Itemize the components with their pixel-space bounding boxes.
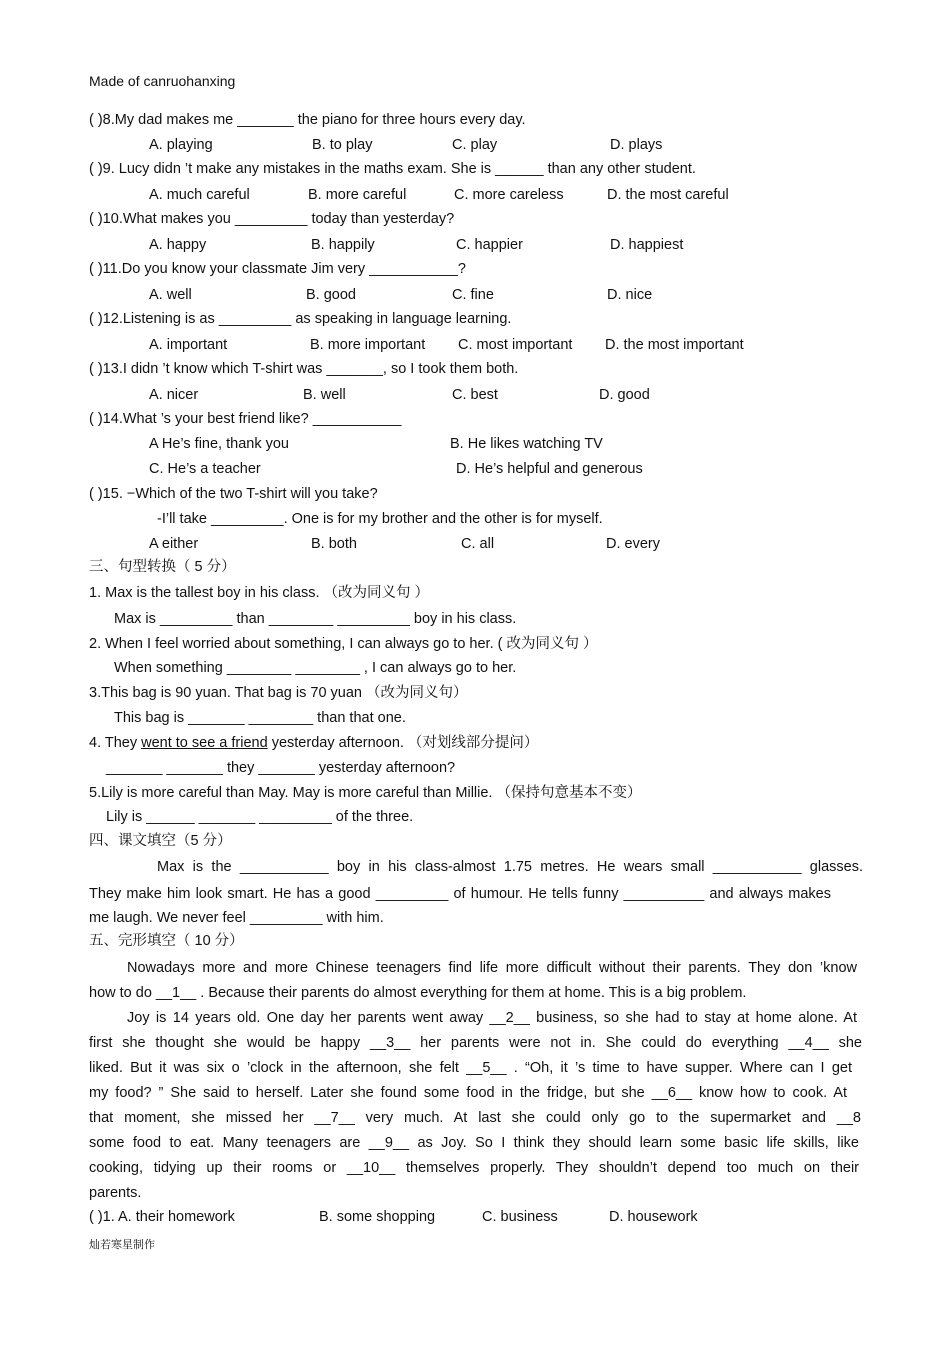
option-15c: C. all [461, 536, 495, 552]
option-14a: A He’s fine, thank you [149, 436, 289, 452]
option-8c: C. play [452, 137, 498, 153]
question-15-line2: -I’ll take _________. One is for my brother and the other is for myself. [157, 511, 603, 527]
option-15a: A either [149, 536, 199, 552]
q4-underlined: went to see a friend [141, 735, 268, 751]
section-4-line-1: Max is the ___________ boy in his class-almost 1.75 metres. He wears small ___________ glasses. [157, 859, 863, 875]
option-11a: A. well [149, 287, 192, 303]
cloze-line-7: that moment, she missed her __7__ very much. At last she could only go to the supermarket and __8 [89, 1110, 861, 1126]
option-8b: B. to play [312, 137, 373, 153]
section-3-a5: Lily is ______ _______ _________ of the three. [106, 809, 414, 825]
option-9c: C. more careless [454, 187, 564, 203]
question-9: ( )9. Lucy didn ’t make any mistakes in the maths exam. She is ______ than any other student. [89, 161, 696, 177]
cloze-option-1d: D. housework [609, 1209, 698, 1225]
cloze-line-10: parents. [89, 1185, 142, 1201]
cloze-line-3: Joy is 14 years old. One day her parents went away __2__ business, so she had to stay at home alone. At [127, 1010, 857, 1026]
section-3-q5: 5.Lily is more careful than May. May is more careful than Millie. （保持句意基本不变） [89, 785, 642, 801]
cloze-line-2: how to do __1__ . Because their parents do almost everything for them at home. This is a big problem. [89, 985, 747, 1001]
option-13d: D. good [599, 387, 650, 403]
option-10b: B. happily [311, 237, 375, 253]
cloze-line-6: my food? ” She said to herself. Later she found some food in the fridge, but she __6__ know how to cook. At [89, 1085, 847, 1101]
question-14: ( )14.What ’s your best friend like? ___________ [89, 411, 402, 427]
section-3-a4: _______ _______ they _______ yesterday afternoon? [106, 760, 456, 776]
section-3-title: 三、句型转换（ 5 分） [89, 559, 236, 575]
cloze-question-1: ( )1. A. their homework [89, 1209, 235, 1225]
option-8a: A. playing [149, 137, 213, 153]
option-14b: B. He likes watching TV [450, 436, 603, 452]
question-11: ( )11.Do you know your classmate Jim very ___________? [89, 261, 466, 277]
cloze-option-1c: C. business [482, 1209, 558, 1225]
section-3-a2: When something ________ ________ , I can always go to her. [114, 660, 517, 676]
option-14d: D. He’s helpful and generous [456, 461, 643, 477]
option-9a: A. much careful [149, 187, 250, 203]
option-10d: D. happiest [610, 237, 684, 253]
option-8d: D. plays [610, 137, 663, 153]
option-12c: C. most important [458, 337, 573, 353]
option-9d: D. the most careful [607, 187, 729, 203]
cloze-line-5: liked. But it was six o ’clock in the afternoon, she felt __5__ . “Oh, it ’s time to have supper. Where can I get [89, 1060, 852, 1076]
option-13b: B. well [303, 387, 346, 403]
option-12d: D. the most important [605, 337, 744, 353]
option-12a: A. important [149, 337, 228, 353]
section-3-q1: 1. Max is the tallest boy in his class. （改为同义句 ） [89, 585, 430, 601]
section-5-title: 五、完形填空（ 10 分） [89, 933, 244, 949]
cloze-line-8: some food to eat. Many teenagers are __9__ as Joy. So I think they should learn some basic life skills, like [89, 1135, 859, 1151]
section-3-q2: 2. When I feel worried about something, I can always go to her. ( 改为同义句 ） [89, 636, 598, 652]
question-12: ( )12.Listening is as _________ as speaking in language learning. [89, 311, 512, 327]
cloze-option-1b: B. some shopping [319, 1209, 436, 1225]
option-13c: C. best [452, 387, 498, 403]
section-3-a1: Max is _________ than ________ _________ boy in his class. [114, 611, 517, 627]
option-14c: C. He’s a teacher [149, 461, 261, 477]
cloze-line-4: first she thought she would be happy __3__ her parents were not in. She could do everything __4__ she [89, 1035, 862, 1051]
question-15: ( )15. −Which of the two T-shirt will you take? [89, 486, 378, 502]
section-3-q4 [89, 734, 538, 752]
option-12b: B. more important [310, 337, 426, 353]
question-10: ( )10.What makes you _________ today than yesterday? [89, 211, 455, 227]
question-13: ( )13.I didn ’t know which T-shirt was _______, so I took them both. [89, 361, 519, 377]
option-9b: B. more careful [308, 187, 407, 203]
q4-prefix: 4. They [89, 735, 142, 751]
section-4-line-2: They make him look smart. He has a good _________ of humour. He tells funny __________ and always makes [89, 886, 831, 902]
q4-suffix: yesterday afternoon. （对划线部分提问） [267, 735, 539, 751]
section-3-q3: 3.This bag is 90 yuan. That bag is 70 yuan （改为同义句） [89, 685, 468, 701]
option-10c: C. happier [456, 237, 523, 253]
option-15d: D. every [606, 536, 660, 552]
section-4-title: 四、课文填空（5 分） [89, 833, 232, 849]
question-8: ( )8.My dad makes me _______ the piano for three hours every day. [89, 112, 526, 128]
option-13a: A. nicer [149, 387, 199, 403]
option-11c: C. fine [452, 287, 494, 303]
option-11d: D. nice [607, 287, 653, 303]
option-10a: A. happy [149, 237, 207, 253]
section-3-a3: This bag is _______ ________ than that one. [114, 710, 406, 726]
option-15b: B. both [311, 536, 357, 552]
page-header: Made of canruohanxing [89, 73, 236, 89]
option-11b: B. good [306, 287, 356, 303]
section-4-line-3: me laugh. We never feel _________ with him. [89, 910, 384, 926]
cloze-line-1: Nowadays more and more Chinese teenagers find life more difficult without their parents. They don ’know [127, 960, 857, 976]
page-footer: 灿若寒星制作 [89, 1239, 155, 1251]
cloze-line-9: cooking, tidying up their rooms or __10__ themselves properly. They shouldn’t depend too much on their [89, 1160, 859, 1176]
